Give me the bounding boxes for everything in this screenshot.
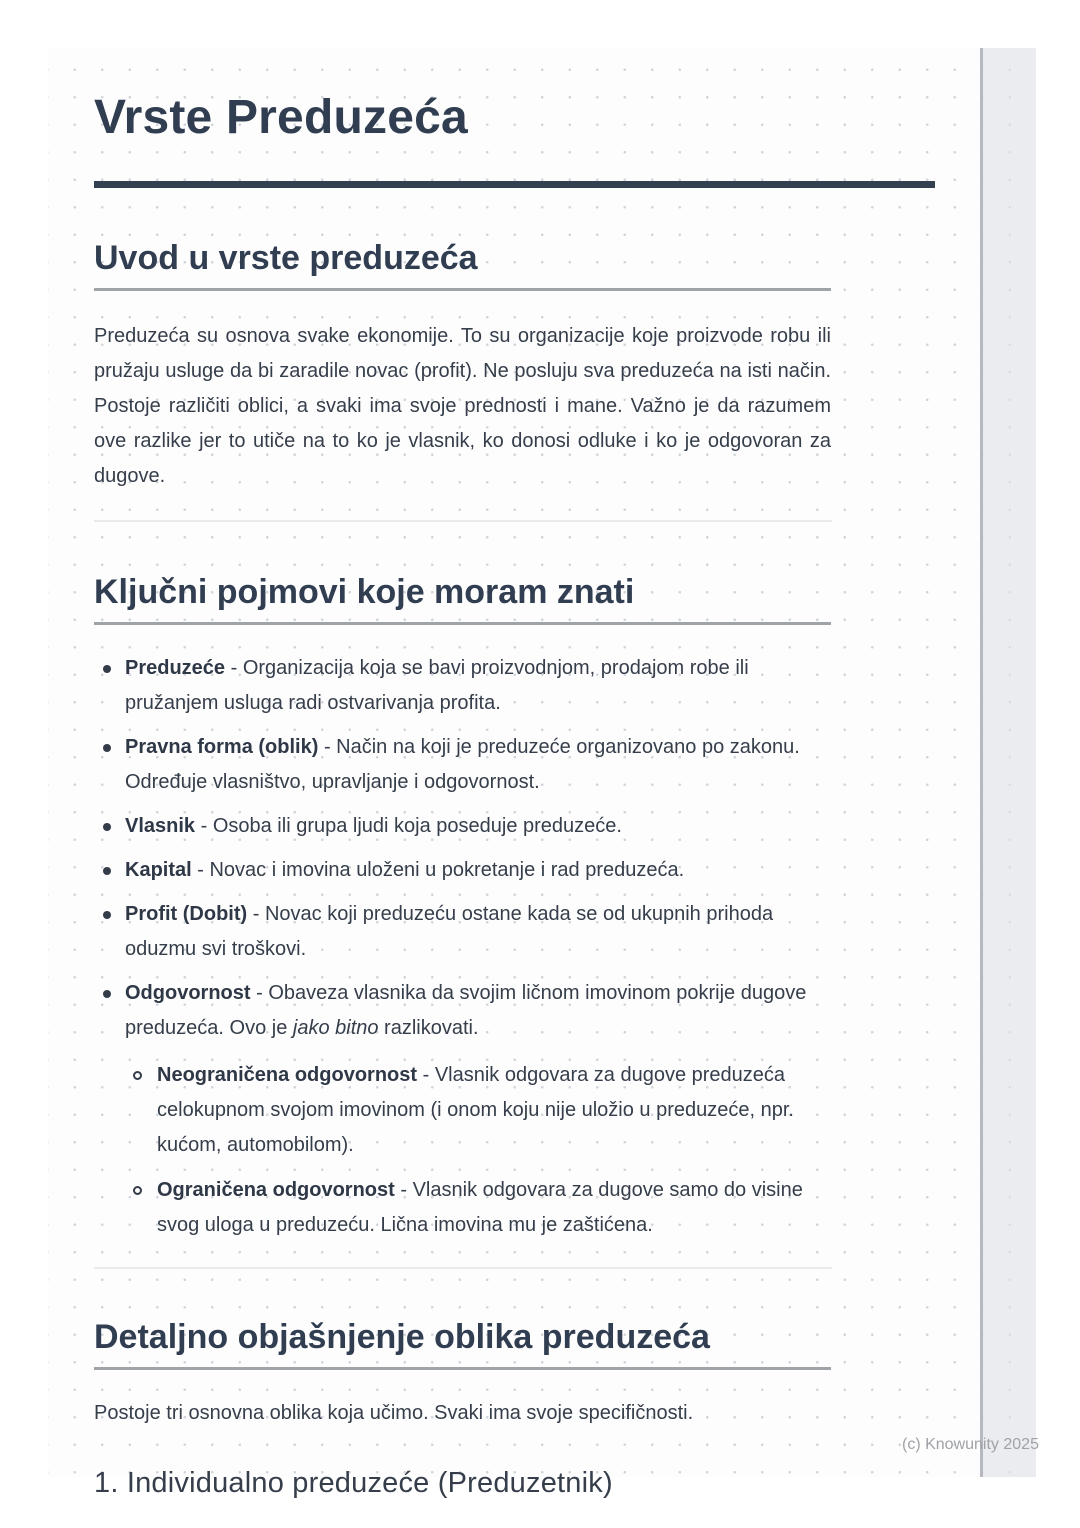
intro-paragraph: Preduzeća su osnova svake ekonomije. To su organizacije koje proizvode robu ili pružaju usluge da bi zaradile novac (profit). Ne posluju sva preduzeća na isti način. Postoje različiti oblici, a svaki ima svoje prednosti i mane. Važno je da razumem ove razlike jer to utiče na to ko je vlasnik, ko donosi odluke i ko je odgovoran za dugove. xyxy=(94,324,831,487)
section-divider xyxy=(94,1267,832,1269)
term: Kapital xyxy=(125,859,192,882)
circle-bullet-icon xyxy=(133,1071,142,1080)
term: Odgovornost xyxy=(125,982,251,1005)
section-heading-intro: Uvod u vrste preduzeća xyxy=(94,238,831,291)
term-desc: Vlasnik odgovara za dugove preduzeća celokupnom svojom imovinom (i onom koju nije uložio u preduzeće, npr. kućom, automobilom). xyxy=(157,1064,794,1157)
section-key-terms xyxy=(94,572,831,1269)
sub-term-list xyxy=(125,1058,831,1243)
bullet-icon xyxy=(103,911,111,919)
term-desc: Obaveza vlasnika da svojim ličnom imovinom pokrije dugove preduzeća. Ovo je xyxy=(125,982,807,1040)
bullet-icon xyxy=(103,867,111,875)
sub-heading-individual-company: 1. Individualno preduzeće (Preduzetnik) xyxy=(94,1467,613,1500)
section-intro xyxy=(94,238,831,522)
section-heading-key-terms: Ključni pojmovi koje moram znati xyxy=(94,572,831,625)
bullet-icon xyxy=(103,823,111,831)
list-item xyxy=(94,897,831,967)
term-separator: - xyxy=(417,1064,435,1087)
list-item-text xyxy=(125,976,831,1046)
term-separator: - xyxy=(394,1179,413,1202)
term-desc: Novac koji preduzeću ostane kada se od ukupnih prihoda oduzmu svi troškovi. xyxy=(125,903,774,961)
term: Vlasnik xyxy=(125,815,196,838)
sub-list-item xyxy=(125,1058,831,1163)
sub-list-item xyxy=(125,1173,831,1243)
copyright-watermark: (c) Knowunity 2025 xyxy=(902,1436,1039,1453)
term-desc-italic: jako bitno xyxy=(292,1017,379,1040)
list-item-text xyxy=(157,1058,831,1163)
note-sheet xyxy=(48,48,1036,1500)
section-divider xyxy=(94,520,832,522)
list-item xyxy=(94,809,831,844)
term: Profit (Dobit) xyxy=(125,903,248,926)
bullet-icon xyxy=(103,665,111,673)
document-content xyxy=(94,48,831,1501)
term-separator: - xyxy=(250,982,269,1005)
list-item-text xyxy=(125,853,831,888)
term-desc: Vlasnik odgovara za dugove samo do visine svog uloga u preduzeću. Lična imovina mu je zaštićena. xyxy=(157,1179,803,1237)
term-desc: razlikovati. xyxy=(378,1017,479,1040)
list-item xyxy=(94,651,831,721)
section-details xyxy=(94,1317,831,1501)
term-list xyxy=(94,651,831,1243)
term-separator: - xyxy=(195,815,213,838)
list-item-text xyxy=(125,809,831,844)
bullet-icon xyxy=(103,744,111,752)
term-separator: - xyxy=(318,736,337,759)
term-separator: - xyxy=(191,859,210,882)
circle-bullet-icon xyxy=(133,1186,142,1195)
term-separator: - xyxy=(247,903,265,926)
bullet-icon xyxy=(103,990,111,998)
page-title: Vrste Preduzeća xyxy=(94,91,468,144)
term-desc: Način na koji je preduzeće organizovano po zakonu. Određuje vlasništvo, upravljanje i odgovornost. xyxy=(125,736,800,794)
term-desc: Novac i imovina uloženi u pokretanje i rad preduzeća. xyxy=(209,859,685,882)
title-rule xyxy=(94,181,935,188)
term: Preduzeće xyxy=(125,657,226,680)
term: Ograničena odgovornost xyxy=(157,1179,395,1202)
term-desc: Osoba ili grupa ljudi koja poseduje preduzeće. xyxy=(212,815,622,838)
term: Neograničena odgovornost xyxy=(157,1064,418,1087)
list-item xyxy=(94,730,831,800)
list-item-text xyxy=(125,897,831,967)
page-edge-strip xyxy=(980,48,1036,1477)
list-item-text xyxy=(125,730,831,800)
list-item-text xyxy=(125,651,831,721)
list-item xyxy=(94,976,831,1046)
list-item-text xyxy=(157,1173,831,1243)
section-heading-details: Detaljno objašnjenje oblika preduzeća xyxy=(94,1317,831,1370)
details-paragraph: Postoje tri osnovna oblika koja učimo. Svaki ima svoje specifičnosti. xyxy=(94,1402,694,1425)
term-separator: - xyxy=(225,657,243,680)
term: Pravna forma (oblik) xyxy=(125,736,319,759)
term-desc: Organizacija koja se bavi proizvodnjom, prodajom robe ili pružanjem usluga radi ostvarivanja profita. xyxy=(125,657,749,715)
list-item xyxy=(94,853,831,888)
